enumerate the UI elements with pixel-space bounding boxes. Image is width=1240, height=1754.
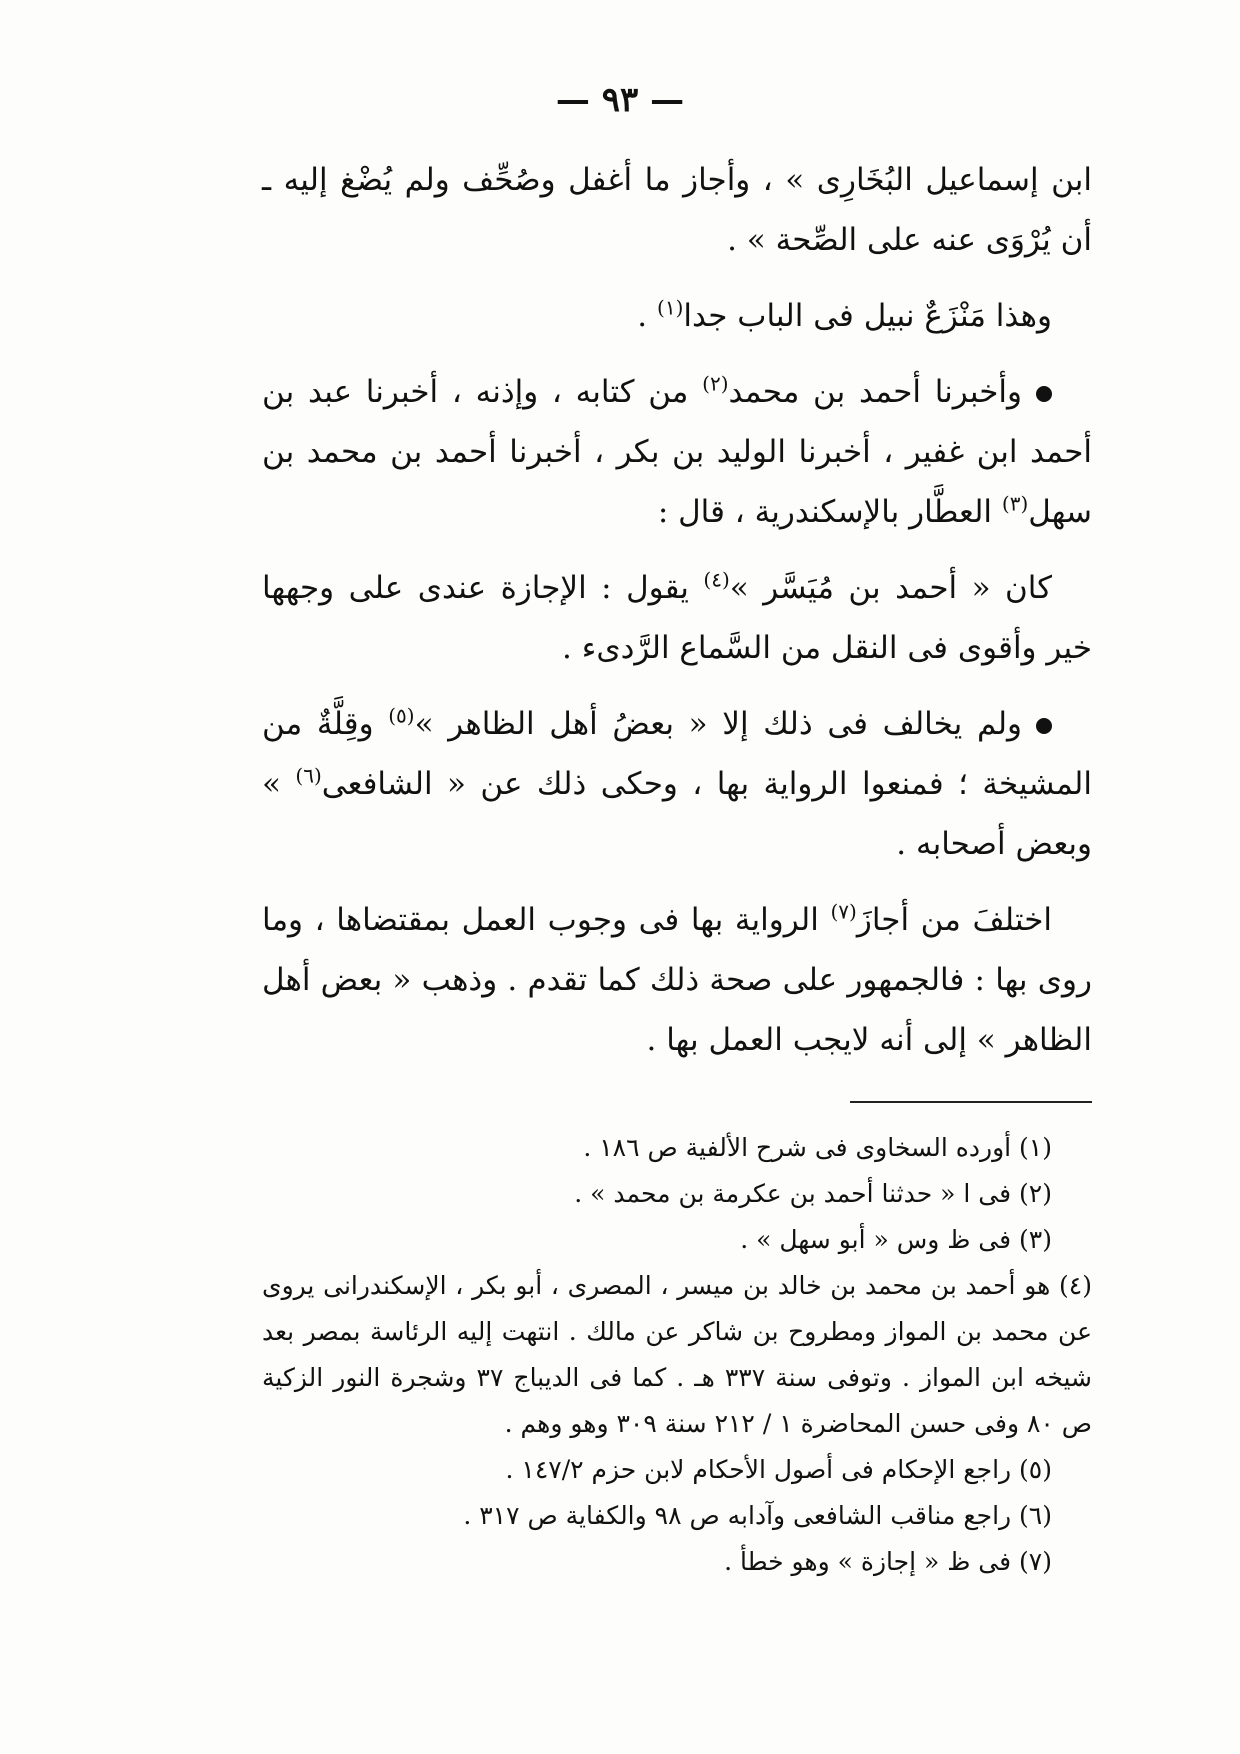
- paragraph-4: [262, 558, 1092, 678]
- footnote-ref-1: (١): [657, 295, 684, 320]
- bullet-icon: [1036, 718, 1052, 734]
- paragraph-6-text-a: اختلفَ من أجازَ: [856, 902, 1052, 938]
- paragraph-2: [262, 286, 1092, 346]
- paragraph-5-text-a: ولم يخالف فى ذلك إلا « بعضُ أهل الظاهر »: [414, 706, 1022, 742]
- paragraph-4-text-b: يقول : الإجازة عندى على وجهها خير وأقوى فى النقل من السَّماع الرَّدىء .: [262, 570, 1092, 666]
- bullet-icon: [1036, 386, 1052, 402]
- paragraph-5: [262, 694, 1092, 874]
- footnotes: [262, 1125, 1092, 1585]
- footnote-ref-2: (٢): [702, 371, 729, 396]
- footnote-ref-6: (٦): [295, 763, 322, 788]
- paragraph-3-text-a: وأخبرنا أحمد بن محمد: [728, 374, 1022, 410]
- footnote-5: (٥) راجع الإحكام فى أصول الأحكام لابن حزم ١٤٧/٢ .: [505, 1455, 1052, 1484]
- paragraph-2-end: .: [637, 298, 658, 334]
- paragraph-2-text: وهذا مَنْزَعٌ نبيل فى الباب جدا: [683, 298, 1052, 334]
- paragraph-3-text-b: من كتابه ، وإذنه ، أخبرنا عبد بن أحمد ابن غفير ، أخبرنا الوليد بن بكر ، أخبرنا أحمد بن محمد بن سهل: [262, 374, 1093, 530]
- paragraph-5-text-c: » وبعض أصحابه .: [262, 766, 1092, 862]
- paragraph-4-text-a: كان « أحمد بن مُيَسَّر »: [729, 570, 1053, 606]
- page-number: — ٩٣ —: [555, 80, 685, 120]
- footnote-divider: [850, 1101, 1092, 1103]
- paragraph-3-text-c: العطَّار بالإسكندرية ، قال :: [657, 494, 1002, 530]
- footnote-2: (٢) فى ا « حدثنا أحمد بن عكرمة بن محمد » .: [574, 1179, 1052, 1208]
- footnote-6: (٦) راجع مناقب الشافعى وآدابه ص ٩٨ والكفاية ص ٣١٧ .: [463, 1501, 1052, 1530]
- footnote-ref-7: (٧): [830, 899, 857, 924]
- paragraph-5-text-b: وقِلَّةٌ من المشيخة ؛ فمنعوا الرواية بها ، وحكى ذلك عن « الشافعى: [262, 706, 1092, 802]
- paragraph-6-text-b: الرواية بها فى وجوب العمل بمقتضاها ، وما روى بها : فالجمهور على صحة ذلك كما تقدم . وذهب « بعض أهل الظاهر » إلى أنه لايجب العمل بها .: [262, 902, 1092, 1058]
- footnote-4: (٤) هو أحمد بن محمد بن خالد بن ميسر ، المصرى ، أبو بكر ، الإسكندرانى يروى عن محمد بن المواز ومطروح بن شاكر عن مالك . انتهت إليه الرئاسة بمصر بعد شيخه ابن المواز . وتوفى سنة ٣٣٧ هـ . كما فى الديباج ٣٧ وشجرة النور الزكية ص ٨٠ وفى حسن المحاضرة ١ / ٢١٢ سنة ٣٠٩ وهو وهم .: [262, 1271, 1092, 1438]
- footnote-ref-5: (٥): [388, 703, 415, 728]
- paragraph-1: ابن إسماعيل البُخَارِى » ، وأجاز ما أغفل وصُحِّف ولم يُضْغ إليه ـ أن يُرْوَى عنه على الصِّحة » .: [262, 162, 1092, 258]
- footnote-ref-3: (٣): [1001, 491, 1029, 516]
- footnote-1: (١) أورده السخاوى فى شرح الألفية ص ١٨٦ .: [583, 1133, 1052, 1162]
- footnote-3: (٣) فى ظ وس « أبو سهل » .: [740, 1225, 1052, 1254]
- footnote-7: (٧) فى ظ « إجازة » وهو خطأ .: [724, 1547, 1052, 1576]
- paragraph-6: [262, 890, 1092, 1070]
- footnote-ref-4: (٤): [703, 567, 730, 592]
- paragraph-3: [262, 362, 1092, 542]
- main-text: [262, 150, 1092, 1086]
